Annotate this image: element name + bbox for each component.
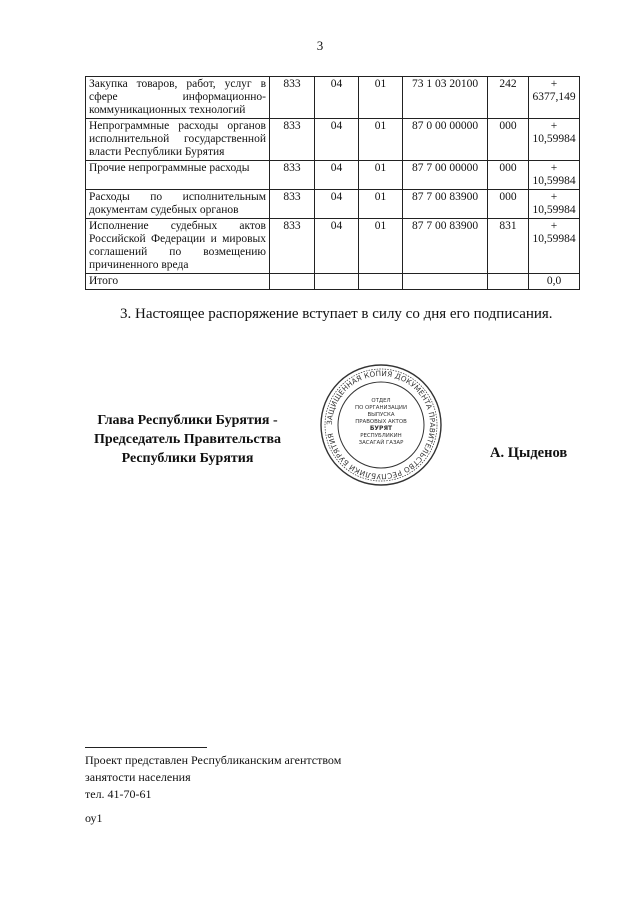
amount: + 10,59984 <box>529 119 580 161</box>
expense-type-code: 242 <box>488 77 529 119</box>
table-total-row <box>86 274 580 290</box>
empty-cell <box>315 274 359 290</box>
signatory-name: А. Цыденов <box>490 445 568 461</box>
expense-type-code: 831 <box>488 219 529 274</box>
subsection-code: 01 <box>359 219 403 274</box>
amount: + 10,59984 <box>529 190 580 219</box>
table-row <box>86 119 580 161</box>
ministry-code: 833 <box>270 219 315 274</box>
page-number: 3 <box>316 38 324 53</box>
target-article-code: 87 7 00 00000 <box>403 161 488 190</box>
footnote-line: Проект представлен Республиканским агентством <box>85 753 342 767</box>
total-label: Итого <box>86 274 270 290</box>
empty-cell <box>403 274 488 290</box>
ministry-code: 833 <box>270 190 315 219</box>
subsection-code: 01 <box>359 119 403 161</box>
target-article-code: 87 0 00 00000 <box>403 119 488 161</box>
ministry-code: 833 <box>270 77 315 119</box>
row-description: Прочие непрограммные расходы <box>86 161 270 190</box>
seal-center-line: ОТДЕЛ <box>371 398 391 404</box>
seal-ring-text: ЗАЩИЩЕННАЯ КОПИЯ ДОКУМЕНТА ПРАВИТЕЛЬСТВО РЕСПУБЛИКИ БУРЯТИЯ <box>324 368 438 482</box>
target-article-code: 87 7 00 83900 <box>403 219 488 274</box>
budget-table-body <box>86 77 580 290</box>
section-code: 04 <box>315 161 359 190</box>
expense-type-code: 000 <box>488 190 529 219</box>
row-description: Расходы по исполнительным документам судебных органов <box>86 190 270 219</box>
footnote-line: занятости населения <box>85 770 191 784</box>
footnote-phone: тел. 41-70-61 <box>85 787 152 801</box>
footnote <box>85 752 341 803</box>
table-row <box>86 77 580 119</box>
seal-center-line: ПО ОРГАНИЗАЦИИ <box>355 405 407 411</box>
seal-center-line: БУРЯТ <box>369 425 393 432</box>
table-row <box>86 219 580 274</box>
table-row <box>86 190 580 219</box>
target-article-code: 73 1 03 20100 <box>403 77 488 119</box>
empty-cell <box>270 274 315 290</box>
signatory-title-line: Республики Бурятия <box>121 451 254 466</box>
footnote-divider <box>85 747 207 748</box>
subsection-code: 01 <box>359 190 403 219</box>
row-description: Закупка товаров, работ, услуг в сфере информационно-коммуникационных технологий <box>86 77 270 119</box>
section-code: 04 <box>315 119 359 161</box>
row-description: Исполнение судебных актов Российской Федерации и мировых соглашений по возмещению причиненного вреда <box>86 219 270 274</box>
seal-center-line: РЕСПУБЛИКИН <box>360 433 402 439</box>
table-row <box>86 161 580 190</box>
subsection-code: 01 <box>359 77 403 119</box>
seal-center-line: ПРАВОВЫХ АКТОВ <box>355 419 407 425</box>
expense-type-code: 000 <box>488 119 529 161</box>
section-code: 04 <box>315 219 359 274</box>
total-value: 0,0 <box>529 274 580 290</box>
decree-clause: 3. Настоящее распоряжение вступает в силу со дня его подписания. <box>120 306 553 322</box>
official-seal-stamp <box>318 362 444 488</box>
amount: + 10,59984 <box>529 219 580 274</box>
section-code: 04 <box>315 77 359 119</box>
seal-center-line: ЗАСАГАЙ ГАЗАР <box>358 440 404 446</box>
section-code: 04 <box>315 190 359 219</box>
signatory-title <box>80 411 295 468</box>
amount: + 10,59984 <box>529 161 580 190</box>
seal-center-line: ВЫПУСКА <box>367 412 395 418</box>
amount: + 6377,149 <box>529 77 580 119</box>
ministry-code: 833 <box>270 119 315 161</box>
subsection-code: 01 <box>359 161 403 190</box>
signatory-title-line: Председатель Правительства <box>93 432 282 447</box>
empty-cell <box>488 274 529 290</box>
ministry-code: 833 <box>270 161 315 190</box>
author-code: оу1 <box>85 811 103 825</box>
target-article-code: 87 7 00 83900 <box>403 190 488 219</box>
row-description: Непрограммные расходы органов исполнительной государственной власти Республики Бурятия <box>86 119 270 161</box>
expense-type-code: 000 <box>488 161 529 190</box>
budget-table <box>85 76 580 290</box>
signatory-title-line: Глава Республики Бурятия - <box>97 413 278 428</box>
empty-cell <box>359 274 403 290</box>
